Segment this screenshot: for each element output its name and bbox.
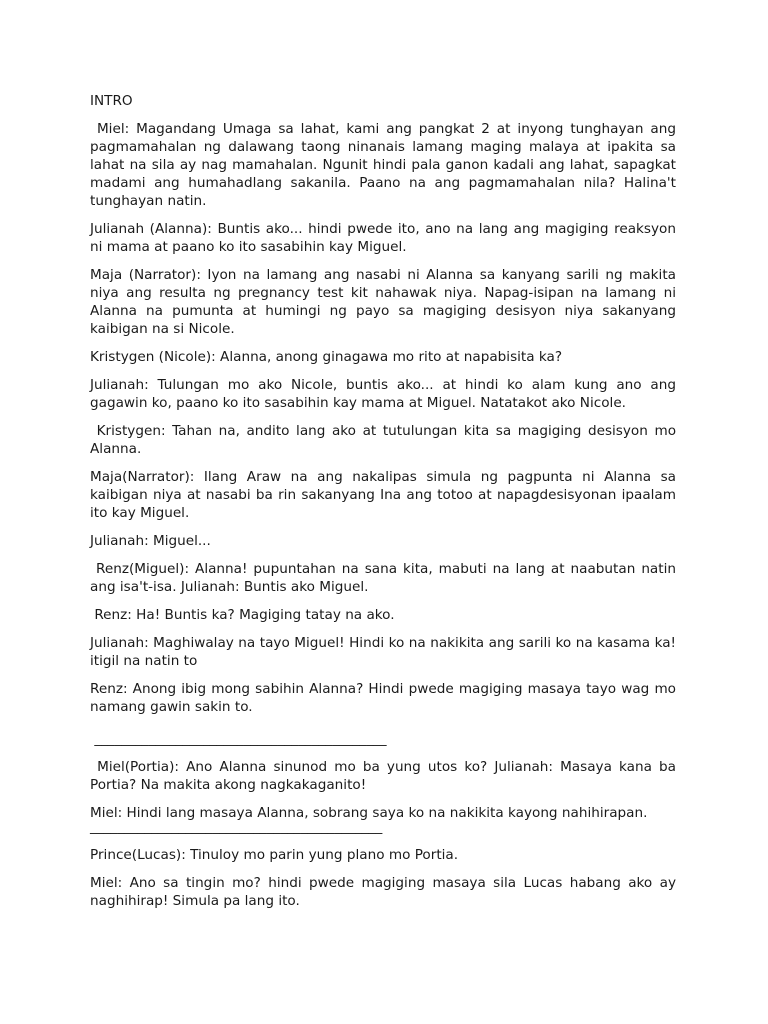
paragraph-dialogue: Miel: Ano sa tingin mo? hindi pwede magiging masaya sila Lucas habang ako ay naghihirap! Simula pa lang ito. (90, 875, 676, 909)
paragraph-dialogue: Julianah: Tulungan mo ako Nicole, buntis ako... at hindi ko alam kung ano ang gagawin ko, paano ko ito sasabihin kay mama at Miguel. Natatakot ako Nicole. (90, 377, 676, 411)
section-divider-line: ___________________________________________ (90, 819, 383, 835)
paragraph-dialogue: Kristygen: Tahan na, andito lang ako at tutulungan kita sa magiging desisyon mo Alanna. (90, 423, 681, 457)
paragraph-dialogue: Kristygen (Nicole): Alanna, anong ginagawa mo rito at napabisita ka? (90, 349, 563, 365)
paragraph-dialogue: Renz: Anong ibig mong sabihin Alanna? Hindi pwede magiging masaya tayo wag mo namang gawin sakin to. (90, 681, 676, 715)
paragraph-dialogue: Julianah (Alanna): Buntis ako... hindi pwede ito, ano na lang ang magiging reaksyon ni mama at paano ko ito sasabihin kay Miguel. (90, 221, 676, 255)
paragraph-dialogue: Miel: Hindi lang masaya Alanna, sobrang saya ko na nakikita kayong nahihirapan. (90, 805, 648, 821)
document-page (90, 92, 681, 920)
paragraph-dialogue: Miel(Portia): Ano Alanna sinunod mo ba yung utos ko? Julianah: Masaya kana ba Portia? Na makita akong nagkakaganito! (90, 759, 681, 793)
paragraph-dialogue: Julianah: Maghiwalay na tayo Miguel! Hindi ko na nakikita ang sarili ko na kasama ka! itigil na natin to (90, 635, 676, 669)
paragraph-narration: Maja (Narrator): Iyon na lamang ang nasabi ni Alanna sa kanyang sarili ng makita niya ang resulta ng pregnancy test kit nahawak niya. Napag-isipan na lamang ni Alanna na pumunta at humingi ng payo sa magiging desisyon niya sakanyang kaibigan na si Nicole. (90, 267, 676, 337)
section-divider-line: ___________________________________________ (90, 731, 387, 747)
paragraph-dialogue: Renz(Miguel): Alanna! pupuntahan na sana kita, mabuti na lang at naabutan natin ang isa't-isa. Julianah: Buntis ako Miguel. (90, 561, 681, 595)
paragraph-dialogue: Prince(Lucas): Tinuloy mo parin yung plano mo Portia. (90, 847, 459, 863)
paragraph-dialogue: Renz: Ha! Buntis ka? Magiging tatay na ako. (90, 607, 395, 623)
paragraph-intro: Miel: Magandang Umaga sa lahat, kami ang pangkat 2 at inyong tunghayan ang pagmamahalan ng dalawang taong ninanais lamang maging malaya at ipakita sa lahat na sila ay nag mamahalan. Ngunit hindi pala ganon kadali ang lahat, sapagkat madami ang humahadlang sakanila. Paano na ang pagmamahalan nila? Halina't tunghayan natin. (90, 121, 681, 209)
paragraph-dialogue: Julianah: Miguel... (90, 533, 211, 549)
paragraph-narration: Maja(Narrator): Ilang Araw na ang nakalipas simula ng pagpunta ni Alanna sa kaibigan niya at nasabi ba rin sakanyang Ina ang totoo at napagdesisyonan ipaalam ito kay Miguel. (90, 469, 676, 521)
document-heading: INTRO (90, 93, 133, 109)
